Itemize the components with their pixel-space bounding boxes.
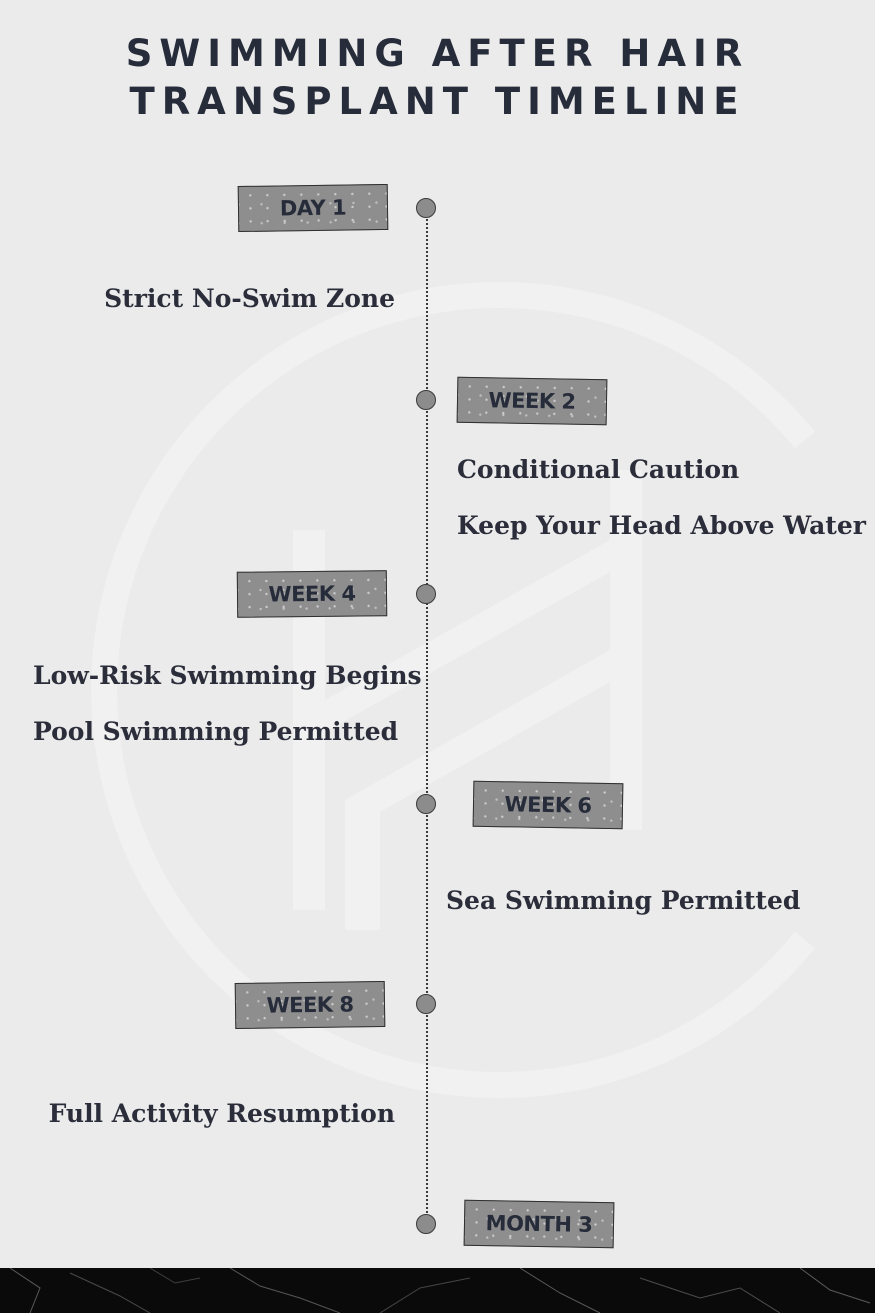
milestone-tag-week-8: WEEK 8 xyxy=(235,981,386,1029)
milestone-note-week-4-a: Low-Risk Swimming Begins xyxy=(33,661,422,690)
timeline-node-month-3 xyxy=(416,1214,436,1234)
milestone-tag-week-6: WEEK 6 xyxy=(473,781,624,830)
milestone-note-week-4-b: Pool Swimming Permitted xyxy=(33,717,399,746)
timeline-axis xyxy=(426,208,428,1224)
milestone-note-week-6: Sea Swimming Permitted xyxy=(446,886,801,915)
marble-veins xyxy=(0,1268,875,1313)
timeline-node-week-8 xyxy=(416,994,436,1014)
timeline-node-week-2 xyxy=(416,390,436,410)
milestone-tag-week-4: WEEK 4 xyxy=(237,570,387,618)
milestone-note-week-8: Full Activity Resumption xyxy=(48,1099,395,1128)
page-title xyxy=(0,30,875,126)
milestone-note-week-2-b: Keep Your Head Above Water xyxy=(457,511,866,540)
title-line-2: TRANSPLANT TIMELINE xyxy=(129,80,746,123)
timeline-node-week-6 xyxy=(416,794,436,814)
milestone-note-day-1: Strict No-Swim Zone xyxy=(104,284,395,313)
milestone-tag-month-3: MONTH 3 xyxy=(464,1200,615,1249)
title-line-1: SWIMMING AFTER HAIR xyxy=(125,32,750,75)
timeline-node-week-4 xyxy=(416,584,436,604)
milestone-tag-week-2: WEEK 2 xyxy=(457,377,608,426)
milestone-note-week-2-a: Conditional Caution xyxy=(457,455,740,484)
timeline-node-day-1 xyxy=(416,198,436,218)
milestone-tag-day-1: DAY 1 xyxy=(238,184,389,232)
marble-footer-band xyxy=(0,1268,875,1313)
